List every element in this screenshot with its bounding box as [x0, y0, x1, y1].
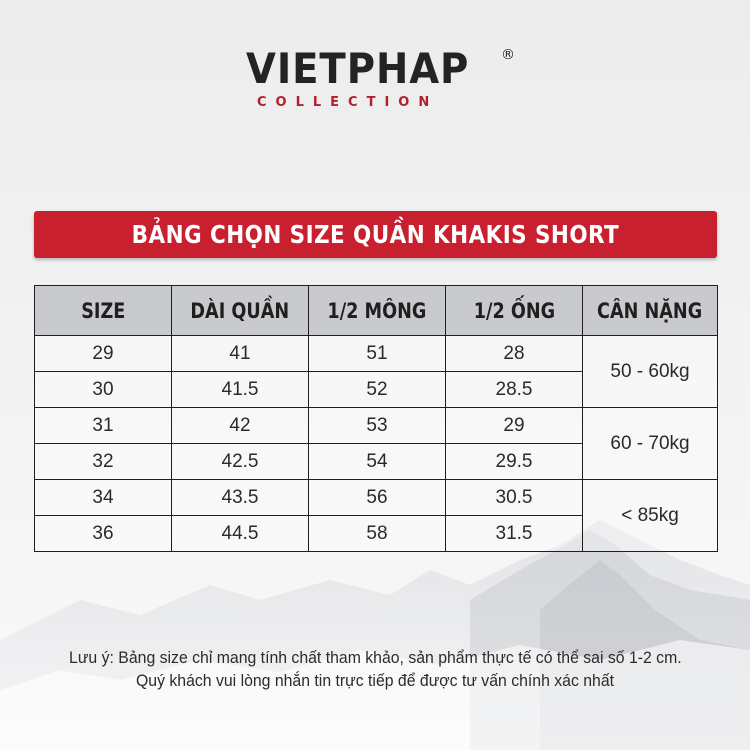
cell-length: 42 — [172, 408, 309, 444]
cell-weight: 50 - 60kg — [583, 336, 718, 408]
table-header-row — [35, 286, 718, 336]
cell-hip: 52 — [309, 372, 446, 408]
header-leg: 1/2 ỐNG — [446, 286, 583, 336]
cell-leg: 31.5 — [446, 516, 583, 552]
header-hip: 1/2 MÔNG — [309, 286, 446, 336]
cell-weight: 60 - 70kg — [583, 408, 718, 480]
cell-leg: 28.5 — [446, 372, 583, 408]
cell-size: 34 — [35, 480, 172, 516]
header-weight: CÂN NẶNG — [583, 286, 718, 336]
title-banner — [34, 211, 717, 258]
cell-size: 32 — [35, 444, 172, 480]
logo-wordmark: VIETPHAP — [246, 44, 470, 93]
note-line-2: Quý khách vui lòng nhắn tin trực tiếp để được tư vấn chính xác nhất — [135, 671, 615, 690]
table-row — [35, 336, 718, 372]
cell-size: 36 — [35, 516, 172, 552]
cell-leg: 29 — [446, 408, 583, 444]
cell-length: 42.5 — [172, 444, 309, 480]
logo-subtitle: COLLECTION — [257, 95, 439, 110]
table-row — [35, 480, 718, 516]
cell-hip: 56 — [309, 480, 446, 516]
cell-hip: 51 — [309, 336, 446, 372]
cell-hip: 58 — [309, 516, 446, 552]
header-size: SIZE — [35, 286, 172, 336]
cell-size: 30 — [35, 372, 172, 408]
table-row — [35, 408, 718, 444]
disclaimer-note — [0, 646, 750, 692]
registered-mark: ® — [501, 47, 515, 63]
cell-hip: 53 — [309, 408, 446, 444]
cell-length: 41.5 — [172, 372, 309, 408]
cell-size: 31 — [35, 408, 172, 444]
cell-leg: 28 — [446, 336, 583, 372]
cell-size: 29 — [35, 336, 172, 372]
cell-length: 44.5 — [172, 516, 309, 552]
banner-title: BẢNG CHỌN SIZE QUẦN KHAKIS SHORT — [131, 220, 620, 249]
cell-leg: 29.5 — [446, 444, 583, 480]
header-length: DÀI QUẦN — [172, 286, 309, 336]
cell-length: 41 — [172, 336, 309, 372]
note-line-1: Lưu ý: Bảng size chỉ mang tính chất tham khảo, sản phẩm thực tế có thể sai số 1-2 cm. — [68, 648, 682, 667]
cell-hip: 54 — [309, 444, 446, 480]
size-table — [34, 285, 718, 552]
cell-leg: 30.5 — [446, 480, 583, 516]
cell-weight: < 85kg — [583, 480, 718, 552]
cell-length: 43.5 — [172, 480, 309, 516]
